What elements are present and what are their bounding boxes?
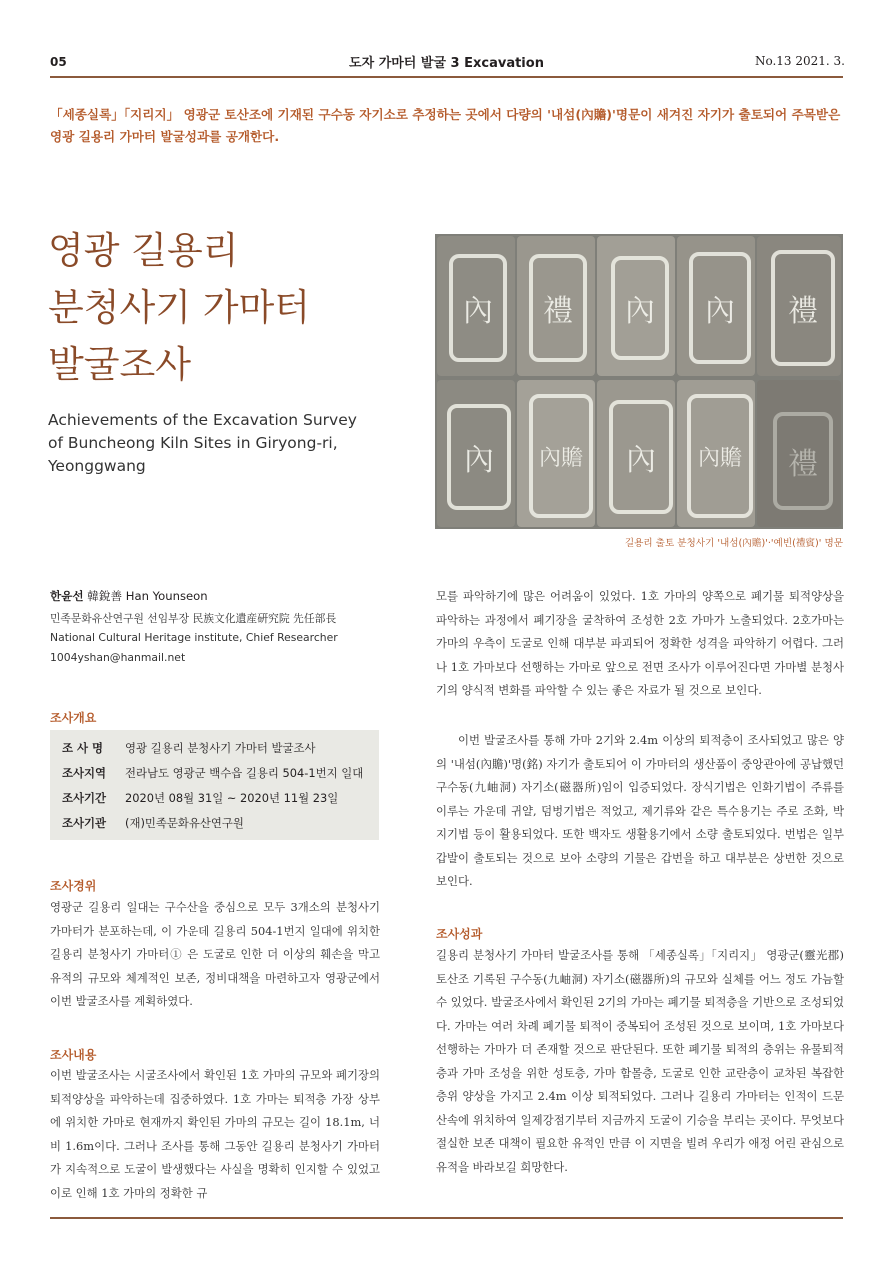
right-paragraph-1: 모를 파악하기에 많은 어려움이 있었다. 1호 가마의 양쪽으로 폐기물 퇴적양상을 파악하는 과정에서 폐기장을 굴착하여 조성한 2호 가마가 노출되었다. 2호가마는 가마의 우측이 도굴로 인해 대부분 파괴되어 정확한 성격을 파악하기 어렵다. 그러나 1호 가마보다 선행하는 가마로 앞으로 전면 조사가 이루어진다면 가마별 분청사기의 양식적 변화를 파악할 수 있는 좋은 자료가 될 것으로 보인다. xyxy=(436,589,844,697)
overview-value: 전라남도 영광군 백수읍 길용리 504-1번지 일대 xyxy=(125,766,364,780)
content-heading: 조사내용 xyxy=(50,1048,97,1062)
stamp-inscription: 內 xyxy=(611,256,669,360)
overview-heading: 조사개요 xyxy=(50,711,97,725)
page-number: 05 xyxy=(50,55,67,69)
stamp-inscription: 內贍 xyxy=(529,394,593,518)
overview-row xyxy=(62,815,244,831)
stamp-inscription: 內 xyxy=(609,400,673,514)
author-name-english: Han Younseon xyxy=(125,589,208,603)
article-title-english xyxy=(48,409,357,478)
background-paragraph: 영광군 길용리 일대는 구수산을 중심으로 모두 3개소의 분청사기 가마터가 분포하는데, 이 가운데 길용리 504-1번지 일대에 위치한 길용리 분청사기 가마터① 은 도굴로 인한 더 이상의 훼손을 막고 유적의 규모와 체계적인 보존, 정비대책을 마련하고자 영광군에서 이번 발굴조사를 계획하였다. xyxy=(50,900,380,1008)
stamp-inscription: 內 xyxy=(689,252,751,364)
author-name xyxy=(50,588,208,604)
running-header-title: 도자 가마터 발굴 3 Excavation xyxy=(349,56,544,71)
author-affiliation-english: National Cultural Heritage institute, Chief Researcher xyxy=(50,631,338,644)
stamp-inscription: 內贍 xyxy=(687,394,753,518)
stamp-inscription: 內 xyxy=(449,254,507,362)
overview-row xyxy=(62,765,363,781)
author-affiliation-korean: 민족문화유산연구원 선임부장 民族文化遺産硏究院 先任部長 xyxy=(50,612,337,625)
title-line-3: 발굴조사 xyxy=(48,343,191,386)
overview-row xyxy=(62,740,316,756)
title-en-line-2: of Buncheong Kiln Sites in Giryong-ri, xyxy=(48,434,338,452)
stamp-inscription: 禮 xyxy=(773,412,833,510)
stamp-inscription: 禮 xyxy=(529,254,587,362)
overview-label: 조 사 명 xyxy=(62,741,103,755)
overview-label: 조사기간 xyxy=(62,791,107,805)
stamp-inscription: 內 xyxy=(447,404,511,510)
title-en-line-3: Yeonggwang xyxy=(48,457,146,475)
author-name-korean: 한윤선 xyxy=(50,589,84,603)
article-title-korean xyxy=(48,222,310,393)
top-rule xyxy=(50,76,843,78)
title-line-2: 분청사기 가마터 xyxy=(48,286,310,329)
stamp-inscription: 禮 xyxy=(771,250,835,366)
overview-value: 영광 길용리 분청사기 가마터 발굴조사 xyxy=(125,741,316,755)
author-email: 1004yshan@hanmail.net xyxy=(50,651,186,664)
overview-box xyxy=(50,730,379,840)
right-paragraph-2: 이번 발굴조사를 통해 가마 2기와 2.4m 이상의 퇴적층이 조사되었고 많은 양의 '내섬(內贍)'명(銘) 자기가 출토되어 이 가마터의 생산품이 중앙관아에 공납했던 구수동(九岫洞) 자기소(磁器所)임이 입증되었다. 장식기법은 인화기법이 주류를 이루는 가운데 귀얄, 덤벙기법은 적었고, 제기류와 같은 특수용기는 주로 조화, 박지기법 등이 활용되었다. 또한 백자도 생활용기에서 소량 출토되었다. 번법은 일부 갑발이 출토되는 것으로 보아 소량의 기물은 갑번을 하고 대부분은 상번한 것으로 보인다. xyxy=(436,733,844,888)
overview-value: 2020년 08월 31일 ~ 2020년 11월 23일 xyxy=(125,791,339,805)
content-paragraph: 이번 발굴조사는 시굴조사에서 확인된 1호 가마의 규모와 폐기장의 퇴적양상을 파악하는데 집중하였다. 1호 가마는 퇴적층 가장 상부에 위치한 가마로 현재까지 확인된 가마의 규모는 길이 18.1m, 너비 1.6m이다. 그러나 조사를 통해 그동안 길용리 분청사기 가마터가 지속적으로 도굴이 발생했다는 사실을 명확히 인지할 수 있었고 이로 인해 1호 가마의 정확한 규 xyxy=(50,1068,380,1200)
title-line-1: 영광 길용리 xyxy=(48,229,239,272)
issue-label: No.13 2021. 3. xyxy=(754,54,845,68)
title-en-line-1: Achievements of the Excavation Survey xyxy=(48,411,357,429)
overview-label: 조사지역 xyxy=(62,766,107,780)
result-paragraph: 길용리 분청사기 가마터 발굴조사를 통해 「세종실록」「지리지」 영광군(靈光郡) 토산조 기록된 구수동(九岫洞) 자기소(磁器所)의 규모와 실체를 어느 정도 가늠할 수 있었다. 발굴조사에서 확인된 2기의 가마는 폐기물 퇴적층을 기반으로 조성되었다. 가마는 여러 차례 폐기물 퇴적이 중복되어 조성된 것으로 보이며, 1호 가마보다 선행하는 가마가 더 존재할 것으로 판단된다. 또한 폐기물 퇴적의 층위는 유물퇴적층과 가마 조성을 위한 성토층, 가마 함몰층, 도굴로 인한 교란층이 교차된 복잡한 층위 양상을 가지고 2.4m 이상 퇴적되었다. 그러나 길용리 가마터는 인적이 드문 산속에 위치하여 일제강점기부터 지금까지 도굴이 기승을 부리는 곳이다. 무엇보다 절실한 보존 대책이 필요한 유적인 만큼 이 지면을 빌려 우리가 애정 어린 관심으로 유적을 바라보길 희망한다. xyxy=(436,948,844,1174)
overview-label: 조사기관 xyxy=(62,816,107,830)
inscription-photo xyxy=(435,234,843,529)
author-name-hanja: 韓銳善 xyxy=(87,589,123,603)
photo-caption: 길용리 출토 분청사기 '내섬(內贍)'·'예빈(禮賓)' 명문 xyxy=(624,538,843,549)
overview-value: (재)민족문화유산연구원 xyxy=(125,816,244,830)
overview-row xyxy=(62,790,338,806)
intro-lead: 「세종실록」「지리지」 영광군 토산조에 기재된 구수동 자기소로 추정하는 곳에서 다량의 '내섬(內贍)'명문이 새겨진 자기가 출토되어 주목받은 영광 길용리 가마터 발굴성과를 공개한다. xyxy=(50,107,841,144)
result-heading: 조사성과 xyxy=(436,927,483,941)
background-heading: 조사경위 xyxy=(50,879,97,893)
bottom-rule xyxy=(50,1217,843,1219)
